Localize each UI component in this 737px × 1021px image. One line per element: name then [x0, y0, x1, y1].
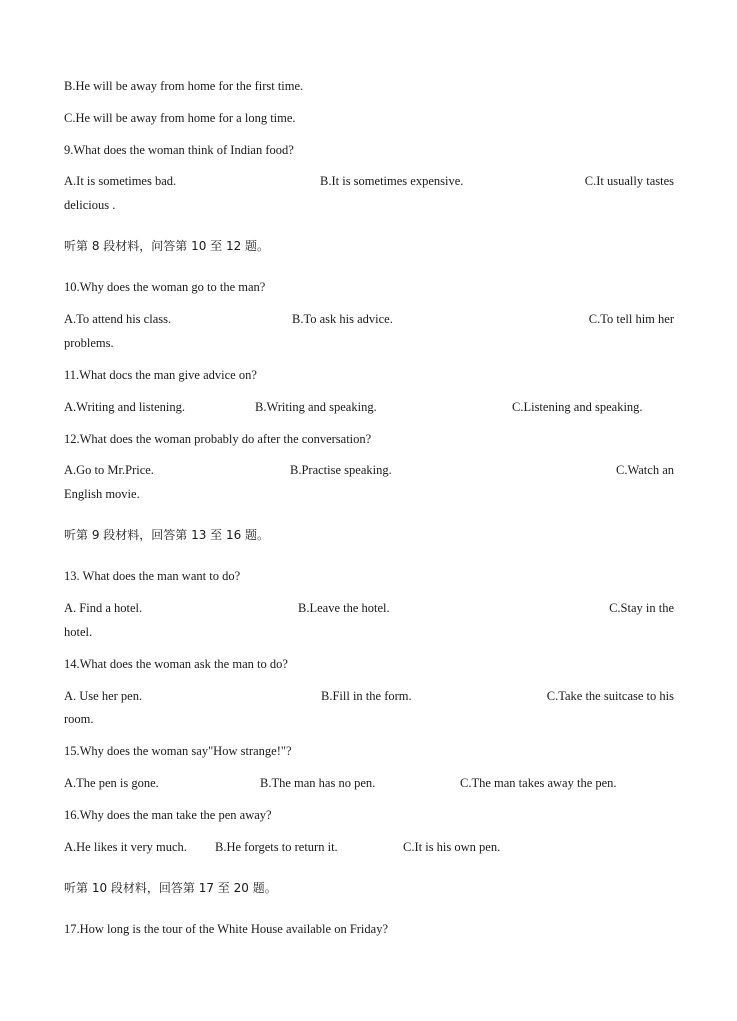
option-9-a: A.It is sometimes bad.	[64, 174, 177, 188]
option-11-a: A.Writing and listening.	[64, 400, 186, 414]
section-9-heading: 听第 9 段材料，回答第 13 至 16 题。	[64, 528, 270, 542]
option-8-c: C.He will be away from home for a long time.	[64, 111, 296, 125]
option-15-b: B.The man has no pen.	[260, 776, 376, 790]
question-13: 13. What does the man want to do?	[64, 569, 241, 583]
option-13-c: C.Stay in the	[609, 601, 674, 615]
question-16: 16.Why does the man take the pen away?	[64, 808, 272, 822]
option-12-b: B.Practise speaking.	[290, 463, 392, 477]
option-12-c: C.Watch an	[615, 463, 674, 477]
option-10-c-continued: problems.	[64, 336, 114, 350]
option-9-c: C.It usually tastes	[584, 174, 674, 188]
option-15-a: A.The pen is gone.	[64, 776, 159, 790]
question-14-options	[64, 688, 674, 704]
option-9-b: B.It is sometimes expensive.	[320, 174, 464, 188]
option-13-a: A. Find a hotel.	[64, 601, 143, 615]
question-15-options	[64, 775, 674, 791]
option-14-a: A. Use her pen.	[64, 689, 143, 703]
question-11-options	[64, 399, 674, 415]
question-17: 17.How long is the tour of the White House available on Friday?	[64, 922, 389, 936]
question-12: 12.What does the woman probably do after the conversation?	[64, 432, 372, 446]
section-10-heading: 听第 10 段材料，回答第 17 至 20 题。	[64, 881, 277, 895]
question-12-options	[64, 462, 674, 478]
question-9: 9.What does the woman think of Indian food?	[64, 143, 294, 157]
option-12-a: A.Go to Mr.Price.	[64, 463, 154, 477]
question-11: 11.What docs the man give advice on?	[64, 368, 257, 382]
option-8-b: B.He will be away from home for the first time.	[64, 79, 304, 93]
question-9-options	[64, 173, 674, 189]
option-9-c-continued: delicious .	[64, 198, 116, 212]
section-8-heading: 听第 8 段材料，问答第 10 至 12 题。	[64, 239, 270, 253]
option-11-b: B.Writing and speaking.	[255, 400, 377, 414]
option-10-b: B.To ask his advice.	[292, 312, 393, 326]
option-16-b: B.He forgets to return it.	[215, 840, 338, 854]
option-11-c: C.Listening and speaking.	[512, 400, 643, 414]
option-15-c: C.The man takes away the pen.	[460, 776, 617, 790]
option-16-c: C.It is his own pen.	[403, 840, 501, 854]
option-16-a: A.He likes it very much.	[64, 840, 187, 854]
option-13-c-continued: hotel.	[64, 625, 93, 639]
question-13-options	[64, 600, 674, 616]
option-10-c: C.To tell him her	[588, 312, 674, 326]
question-14: 14.What does the woman ask the man to do?	[64, 657, 288, 671]
question-15: 15.Why does the woman say"How strange!"?	[64, 744, 292, 758]
question-10: 10.Why does the woman go to the man?	[64, 280, 266, 294]
question-10-options	[64, 311, 674, 327]
option-14-b: B.Fill in the form.	[321, 689, 412, 703]
option-12-c-continued: English movie.	[64, 487, 140, 501]
option-10-a: A.To attend his class.	[64, 312, 172, 326]
option-13-b: B.Leave the hotel.	[298, 601, 390, 615]
option-14-c: C.Take the suitcase to his	[546, 689, 674, 703]
question-16-options	[64, 839, 674, 855]
option-14-c-continued: room.	[64, 712, 94, 726]
